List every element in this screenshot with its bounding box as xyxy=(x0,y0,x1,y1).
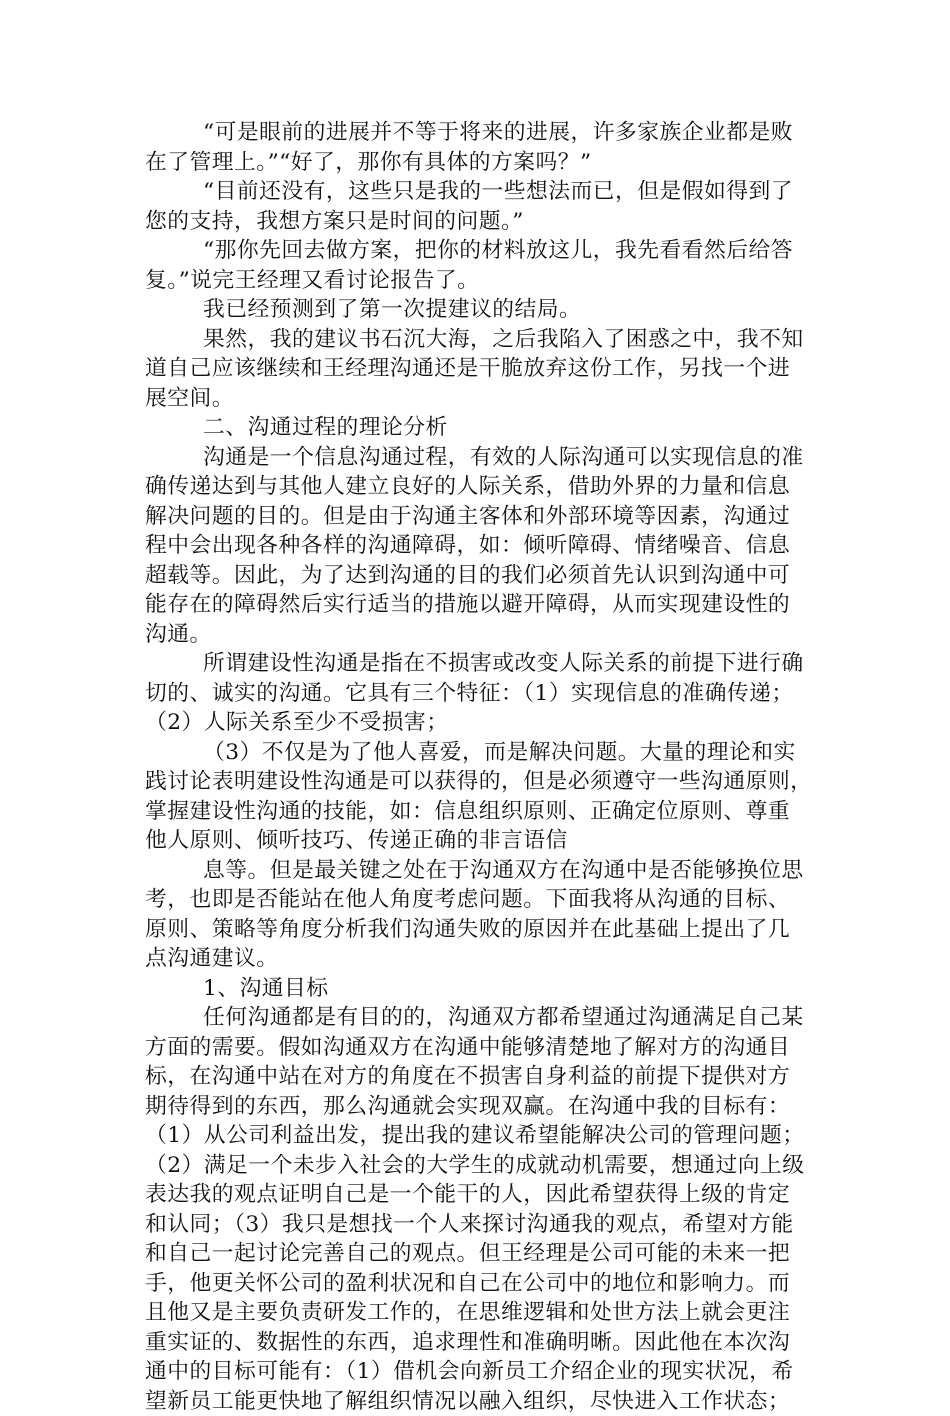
paragraph xyxy=(145,443,813,650)
text-line: 程中会出现各种各样的沟通障碍，如：倾听障碍、情绪噪音、信息 xyxy=(145,531,813,561)
text-line: （3）不仅是为了他人喜爱，而是解决问题。大量的理论和实 xyxy=(145,738,813,768)
text-line: （1）从公司利益出发，提出我的建议希望能解决公司的管理问题； xyxy=(145,1121,813,1151)
text-line: 沟通。 xyxy=(145,620,813,650)
text-line: 展空间。 xyxy=(145,384,813,414)
text-line: 超载等。因此，为了达到沟通的目的我们必须首先认识到沟通中可 xyxy=(145,561,813,591)
text-line: 期待得到的东西，那么沟通就会实现双赢。在沟通中我的目标有： xyxy=(145,1092,813,1122)
paragraph xyxy=(145,649,813,738)
paragraph xyxy=(145,236,813,295)
text-line: 点沟通建议。 xyxy=(145,944,813,974)
text-line: 掌握建设性沟通的技能，如：信息组织原则、正确定位原则、尊重 xyxy=(145,797,813,827)
paragraph xyxy=(145,856,813,974)
text-line: 确传递达到与其他人建立良好的人际关系，借助外界的力量和信息 xyxy=(145,472,813,502)
paragraph xyxy=(145,325,813,414)
text-line: （2）人际关系至少不受损害； xyxy=(145,708,813,738)
text-line: 沟通是一个信息沟通过程，有效的人际沟通可以实现信息的准 xyxy=(145,443,813,473)
text-line: 望新员工能更快地了解组织情况以融入组织，尽快进入工作状态； xyxy=(145,1387,813,1416)
text-line: 和认同；（3）我只是想找一个人来探讨沟通我的观点，希望对方能 xyxy=(145,1210,813,1240)
text-line: 他人原则、倾听技巧、传递正确的非言语信 xyxy=(145,826,813,856)
text-line: 原则、策略等角度分析我们沟通失败的原因并在此基础上提出了几 xyxy=(145,915,813,945)
paragraph xyxy=(145,118,813,177)
text-line: 道自己应该继续和王经理沟通还是干脆放弃这份工作，另找一个进 xyxy=(145,354,813,384)
text-line: 我已经预测到了第一次提建议的结局。 xyxy=(145,295,813,325)
text-line: 方面的需要。假如沟通双方在沟通中能够清楚地了解对方的沟通目 xyxy=(145,1033,813,1063)
subsection-heading xyxy=(145,974,813,1004)
text-line: 复。”说完王经理又看讨论报告了。 xyxy=(145,266,813,296)
paragraph xyxy=(145,295,813,325)
text-line: 和自己一起讨论完善自己的观点。但王经理是公司可能的未来一把 xyxy=(145,1239,813,1269)
text-line: 手，他更关怀公司的盈利状况和自己在公司中的地位和影响力。而 xyxy=(145,1269,813,1299)
text-line: “那你先回去做方案，把你的材料放这儿，我先看看然后给答 xyxy=(145,236,813,266)
text-line: 通中的目标可能有：（1）借机会向新员工介绍企业的现实状况，希 xyxy=(145,1357,813,1387)
text-line: 考，也即是否能站在他人角度考虑问题。下面我将从沟通的目标、 xyxy=(145,885,813,915)
text-line: 践讨论表明建设性沟通是可以获得的，但是必须遵守一些沟通原则， xyxy=(145,767,813,797)
text-line: 且他又是主要负责研发工作的，在思维逻辑和处世方法上就会更注 xyxy=(145,1298,813,1328)
text-line: 重实证的、数据性的东西，追求理性和准确明晰。因此他在本次沟 xyxy=(145,1328,813,1358)
document-body xyxy=(145,118,813,1416)
paragraph xyxy=(145,1003,813,1416)
text-line: 息等。但是最关键之处在于沟通双方在沟通中是否能够换位思 xyxy=(145,856,813,886)
text-line: 任何沟通都是有目的的，沟通双方都希望通过沟通满足自己某 xyxy=(145,1003,813,1033)
text-line: 在了管理上。”“好了，那你有具体的方案吗？” xyxy=(145,148,813,178)
text-line: 能存在的障碍然后实行适当的措施以避开障碍，从而实现建设性的 xyxy=(145,590,813,620)
text-line: 所谓建设性沟通是指在不损害或改变人际关系的前提下进行确 xyxy=(145,649,813,679)
text-line: “可是眼前的进展并不等于将来的进展，许多家族企业都是败 xyxy=(145,118,813,148)
text-line: 果然，我的建议书石沉大海，之后我陷入了困惑之中，我不知 xyxy=(145,325,813,355)
text-line: 表达我的观点证明自己是一个能干的人，因此希望获得上级的肯定 xyxy=(145,1180,813,1210)
text-line: 标，在沟通中站在对方的角度在不损害自身利益的前提下提供对方 xyxy=(145,1062,813,1092)
text-line: 您的支持，我想方案只是时间的问题。” xyxy=(145,207,813,237)
section-heading xyxy=(145,413,813,443)
paragraph xyxy=(145,177,813,236)
heading-text: 二、沟通过程的理论分析 xyxy=(145,413,813,443)
paragraph xyxy=(145,738,813,856)
text-line: 解决问题的目的。但是由于沟通主客体和外部环境等因素，沟通过 xyxy=(145,502,813,532)
heading-text: 1、沟通目标 xyxy=(145,974,813,1004)
text-line: 切的、诚实的沟通。它具有三个特征：（1）实现信息的准确传递； xyxy=(145,679,813,709)
text-line: （2）满足一个未步入社会的大学生的成就动机需要，想通过向上级 xyxy=(145,1151,813,1181)
text-line: “目前还没有，这些只是我的一些想法而已，但是假如得到了 xyxy=(145,177,813,207)
